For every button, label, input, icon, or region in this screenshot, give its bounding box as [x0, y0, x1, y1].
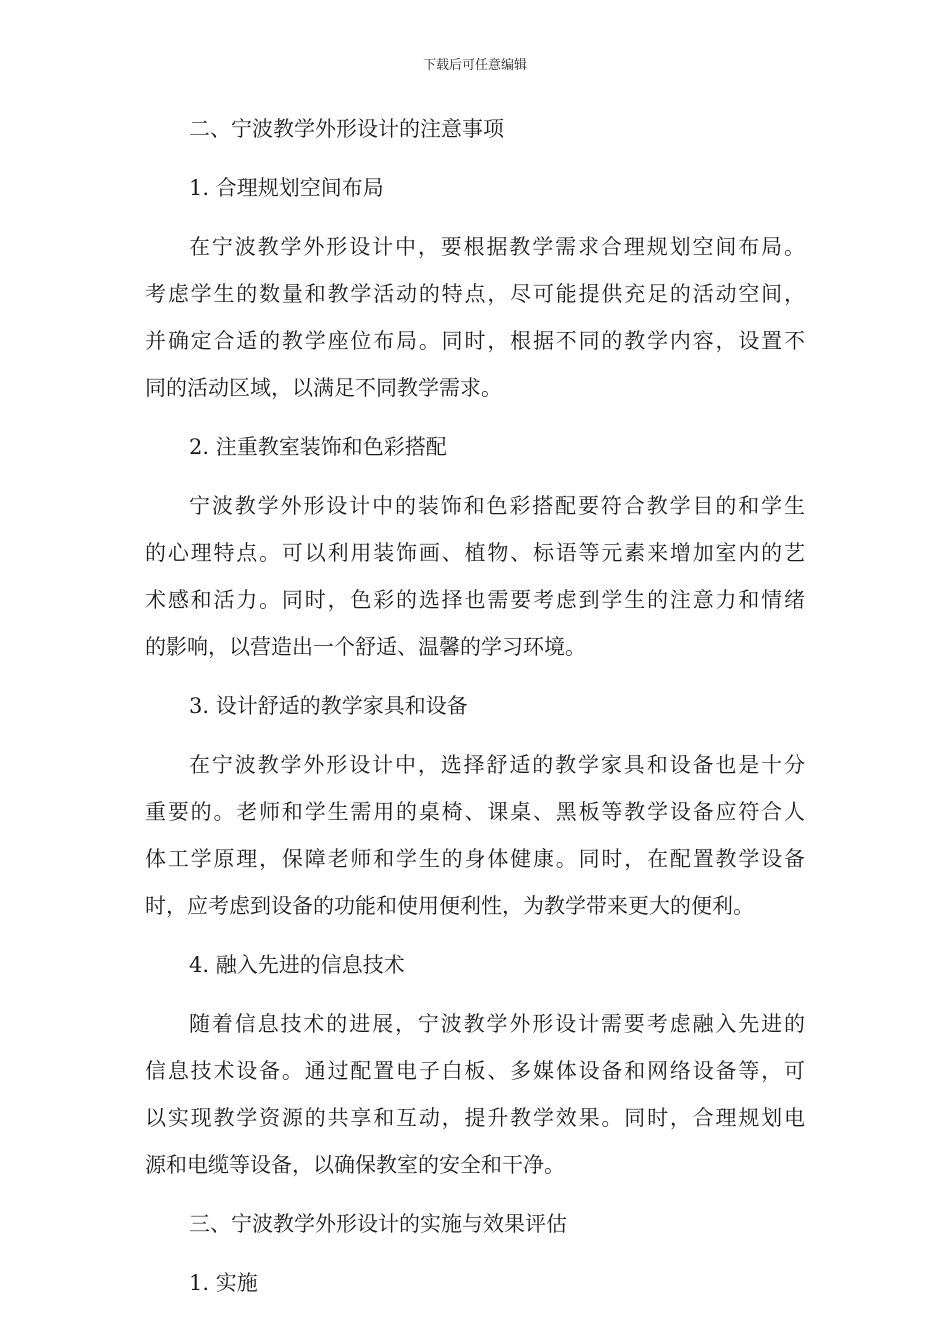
paragraph-line: 体工学原理，保障老师和学生的身体健康。同时，在配置教学设备	[145, 847, 805, 871]
section-2-title: 二、宁波教学外形设计的注意事项	[189, 117, 504, 141]
item-4-paragraph	[145, 1001, 805, 1189]
item-1-heading: 1. 合理规划空间布局	[189, 176, 384, 200]
paragraph-line: 时，应考虑到设备的功能和使用便利性，为教学带来更大的便利。	[145, 894, 754, 918]
item-4-heading: 4. 融入先进的信息技术	[189, 953, 405, 977]
paragraph-line: 的心理特点。可以利用装饰画、植物、标语等元素来增加室内的艺	[145, 541, 805, 565]
paragraph-line: 重要的。老师和学生需用的桌椅、课桌、黑板等教学设备应符合人	[145, 800, 805, 824]
paragraph-line: 的影响，以营造出一个舒适、温馨的学习环境。	[145, 635, 586, 659]
paragraph-line: 考虑学生的数量和教学活动的特点，尽可能提供充足的活动空间，	[145, 282, 805, 306]
page-header: 下载后可任意编辑	[422, 58, 527, 73]
paragraph-line: 源和电缆等设备，以确保教室的安全和干净。	[145, 1153, 565, 1177]
paragraph-line: 宁波教学外形设计中的装饰和色彩搭配要符合教学目的和学生	[189, 494, 805, 518]
paragraph-line: 在宁波教学外形设计中，要根据教学需求合理规划空间布局。	[189, 235, 805, 259]
paragraph-line: 同的活动区域，以满足不同教学需求。	[145, 376, 502, 400]
paragraph-line: 术感和活力。同时，色彩的选择也需要考虑到学生的注意力和情绪	[145, 588, 805, 612]
paragraph-line: 在宁波教学外形设计中，选择舒适的教学家具和设备也是十分	[189, 753, 805, 777]
item-3-heading: 3. 设计舒适的教学家具和设备	[189, 694, 468, 718]
paragraph-line: 以实现教学资源的共享和互动，提升教学效果。同时，合理规划电	[145, 1106, 805, 1130]
section-3-item-1-heading: 1. 实施	[189, 1271, 258, 1295]
item-2-heading: 2. 注重教室装饰和色彩搭配	[189, 435, 447, 459]
paragraph-line: 并确定合适的教学座位布局。同时，根据不同的教学内容，设置不	[145, 329, 805, 353]
item-2-paragraph	[145, 483, 805, 671]
item-1-paragraph	[145, 224, 805, 412]
document-body	[145, 106, 805, 1307]
paragraph-line: 随着信息技术的进展，宁波教学外形设计需要考虑融入先进的	[189, 1012, 805, 1036]
item-3-paragraph	[145, 742, 805, 930]
section-3-title: 三、宁波教学外形设计的实施与效果评估	[189, 1212, 567, 1236]
paragraph-line: 信息技术设备。通过配置电子白板、多媒体设备和网络设备等，可	[145, 1059, 805, 1083]
